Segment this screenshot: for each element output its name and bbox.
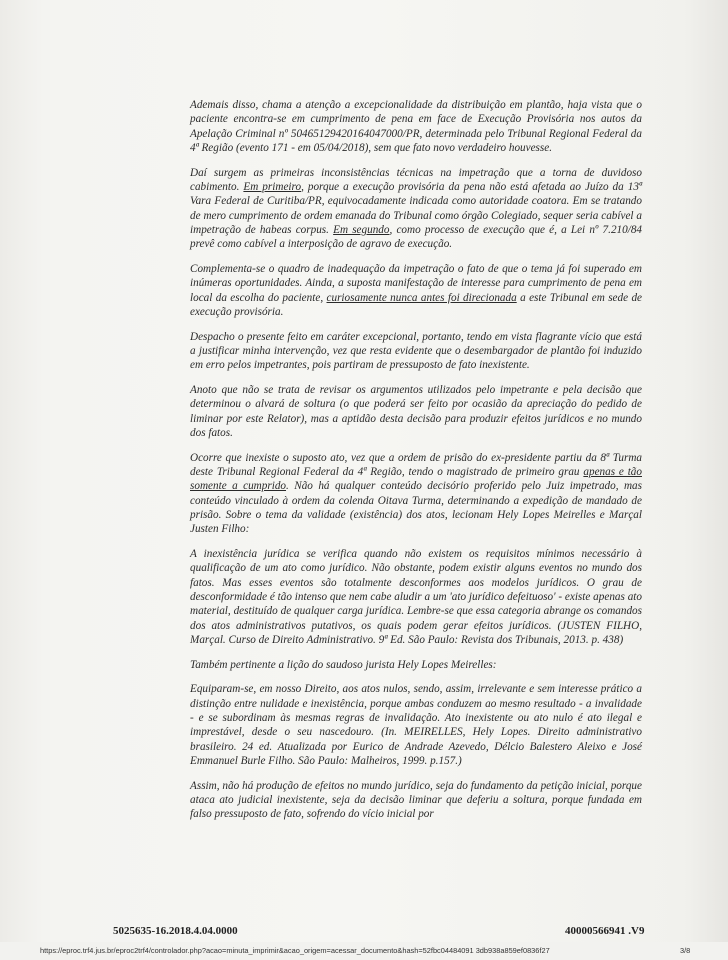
paragraph-8 [190,658,642,672]
process-number: 5025635-16.2018.4.04.0000 [113,925,238,937]
quote-meirelles-text: Equiparam-se, em nosso Direito, aos atos nulos, sendo, assim, irrelevante e sem interesse prático a distinção entre nulidade e inexistência, porque ambas conduzem ao mesmo resultado - a invalidade - e se subordinam às mesmas regras de invalidação. Ato inexistente ou ato nulo é ato ilegal e imprestável, desde o seu nascedouro. (In. MEIRELLES, Hely Lopes. Direito administrativo brasileiro. 24 ed. Atualizada por Eurico de Andrade Azevedo, Délcio Balestero Aleixo e José Emmanuel Burle Filho. São Paulo: Malheiros, 1999. p.157.) [190,683,642,767]
paragraph-8-text: Também pertinente a lição do saudoso jurista Hely Lopes Meirelles: [190,658,497,671]
paragraph-4 [190,330,642,373]
paragraph-2-text-c: , como processo de execução que é, a Lei nº 7.210/84 prevê como cabível a interposição de agravo de execução. [190,223,643,251]
paragraph-4-text: Despacho o presente feito em caráter excepcional, portanto, tendo em vista flagrante vício que está a justificar minha intervenção, vez que resta evidente que o desembargador de plantão foi induzido em erro pelos impetrantes, pois partiram de pressuposto de fato inexistente. [190,330,642,372]
print-url[interactable]: https://eproc.trf4.jus.br/eproc2trf4/controlador.php?acao=minuta_imprimir&acao_origem=acessar_documento&hash=52fbc04484091 3db938a859ef0836f27 [40,946,550,955]
paragraph-3 [190,262,642,319]
paragraph-10 [190,779,642,822]
page-number: 3/8 [680,946,691,955]
quote-justen-filho-text: A inexistência jurídica se verifica quando não existem os requisitos mínimos necessário à qualificação de um ato como jurídico. Não obstante, podem existir alguns eventos no mundo dos fatos. Mas esses eventos são totalmente desconformes aos modelos jurídicos. O grau de desconformidade é tão intenso que nem cabe aludir a um 'ato jurídico defeituoso' - existe apenas ato material, destituído de qualquer carga jurídica. Lembre-se que essa categoria abrange os comandos dos atos administrativos putativos, os quais podem gerar efeitos jurídicos. (JUSTEN FILHO, Marçal. Curso de Direito Administrativo. 9ª Ed. São Paulo: Revista dos Tribunais, 2013. p. 438) [190,548,642,646]
paragraph-2-text-b: , porque a execução provisória da pena não está afetada ao Juízo da 13ª Vara Federal de Curitiba/PR, equivocadamente indicada como autoridade coatora. Em se tratando de mero cumprimento de ordem emanada do Tribunal como órgão Colegiado, sequer seria cabível a impetração de habeas corpus. [190,180,643,236]
paragraph-1-text: Ademais disso, chama a atenção a excepcionalidade da distribuição em plantão, haja vista que o paciente encontra-se em cumprimento de pena em face de Execução Provisória nos autos da Apelação Criminal nº 50465129420164047000/PR, determinada pelo Tribunal Regional Federal da 4ª Região (evento 171 - em 05/04/2018), sem que fato novo verdadeiro houvesse. [190,99,642,154]
paragraph-1 [190,98,642,155]
paragraph-5-text: Anoto que não se trata de revisar os argumentos utilizados pelo impetrante e pela decisão que determinou o alvará de soltura (o que poderá ser feito por ocasião da apreciação do pedido de liminar por este Relator), mas a aptidão desta decisão para produzir efeitos jurídicos e no mundo dos fatos. [190,384,642,439]
paragraph-2-text-a: Daí surgem as primeiras inconsistências técnicas na impetração que a torna de duvidoso cabimento. [190,166,642,193]
quote-justen-filho [190,547,642,647]
paragraph-2 [190,166,642,252]
document-code: 40000566941 .V9 [565,925,645,937]
paragraph-3-text-a: Complementa-se o quadro de inadequação da impetração o fato de que o tema já foi superado em inúmeras oportunidades. Ainda, a suposta manifestação de interesse para cumprimento de pena em local da escolha do paciente, [190,262,642,304]
underlined-em-segundo: Em segundo [333,223,390,236]
paragraph-6-text-a: Ocorre que inexiste o suposto ato, vez que a ordem de prisão do ex-presidente partiu da 8ª Turma deste Tribunal Regional Federal da 4ª Região, tendo o magistrado de primeiro grau [190,451,642,479]
paragraph-6 [190,451,642,537]
paragraph-10-text: Assim, não há produção de efeitos no mundo jurídico, seja do fundamento da petição inicial, porque ataca ato judicial inexistente, seja da decisão liminar que deferiu a soltura, porque fundada em falso pressuposto de fato, sofrendo do vício inicial por [190,779,642,821]
paragraph-5 [190,383,642,440]
underlined-curiosamente: curiosamente nunca antes foi direcionada [326,291,517,304]
document-body [190,98,642,832]
paragraph-6-text-b: . Não há qualquer conteúdo decisório proferido pelo Juiz impetrado, mas conteúdo vinculado à ordem da colenda Oitava Turma, determinando a expedição de mandado de prisão. Sobre o tema da validade (existência) dos atos, lecionam Hely Lopes Meirelles e Marçal Justen Filho: [190,480,642,536]
underlined-em-primeiro: Em primeiro [243,180,302,193]
underlined-apenas: apenas e tão somente a cumprido [190,466,642,493]
paragraph-3-text-b: a este Tribunal em sede de execução provisória. [190,291,643,318]
quote-meirelles [190,682,642,768]
